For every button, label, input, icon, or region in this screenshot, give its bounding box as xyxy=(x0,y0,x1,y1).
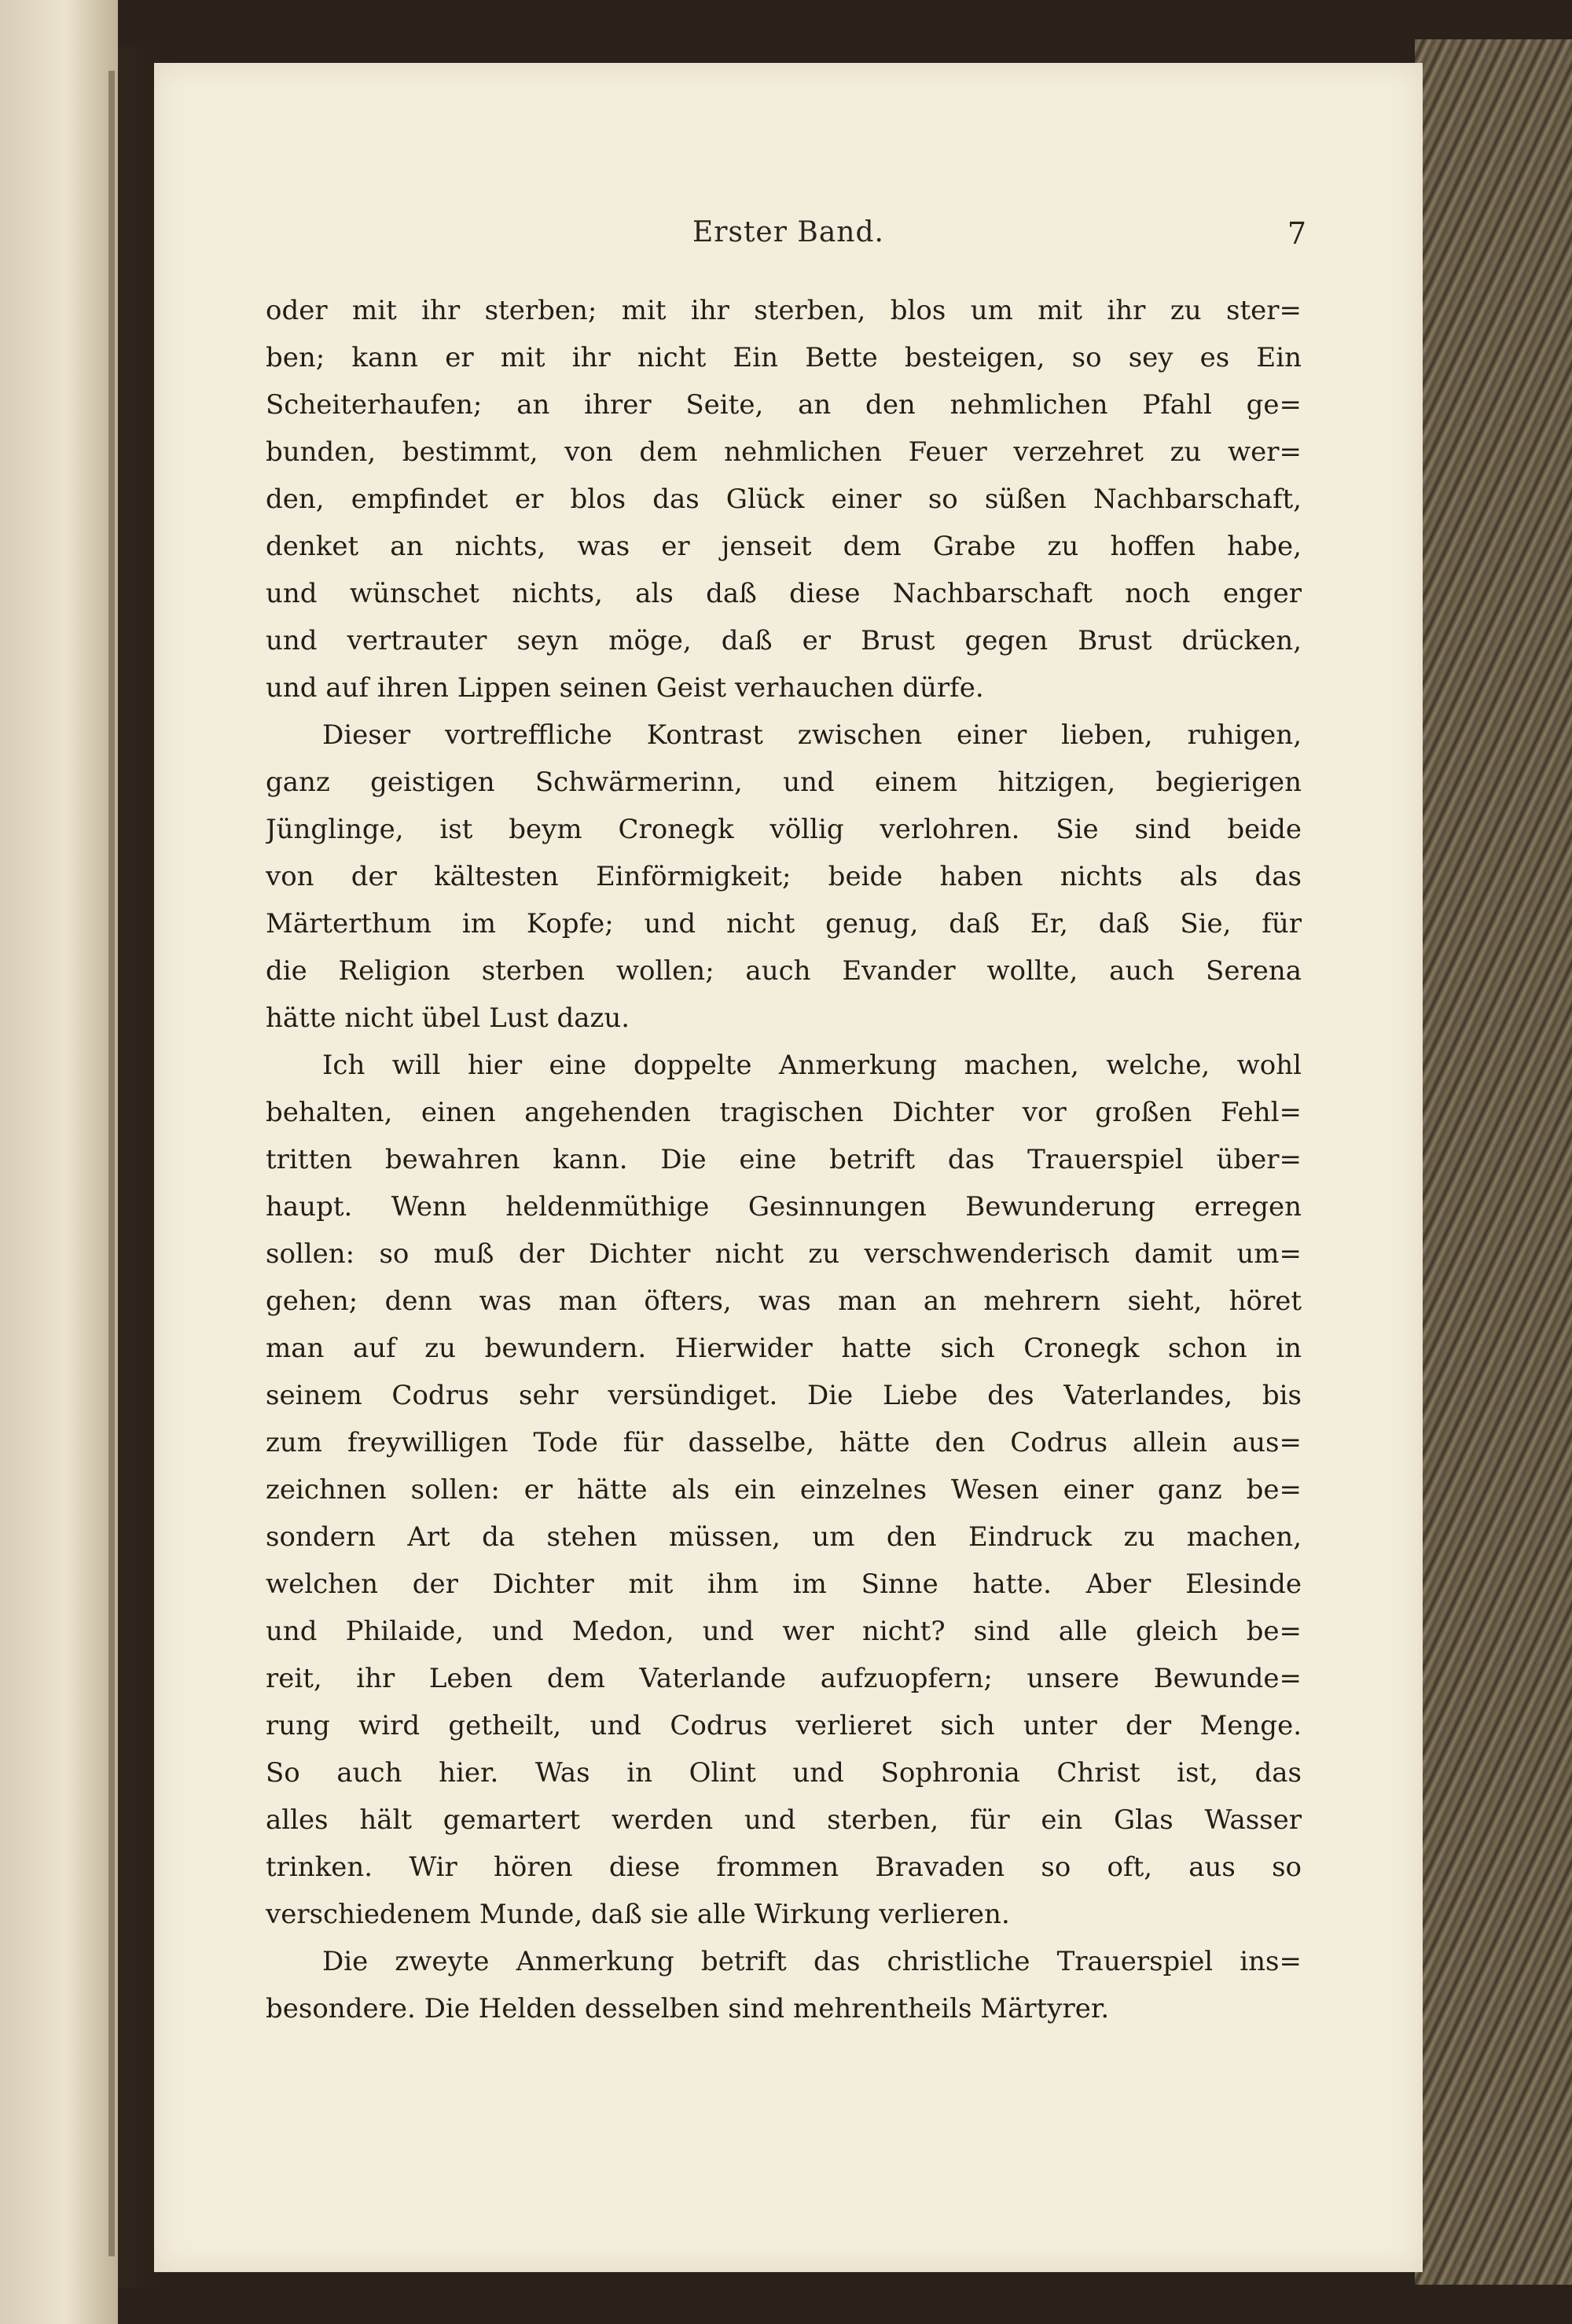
text-line: und wünschet nichts, als daß diese Nachbarschaft noch enger xyxy=(266,578,1302,609)
text-line: Die zweyte Anmerkung betrift das christliche Trauerspiel ins= xyxy=(322,1946,1302,1977)
text-line: trinken. Wir hören diese frommen Bravaden so oft, aus so xyxy=(266,1851,1302,1883)
text-line: und vertrauter seyn möge, daß er Brust gegen Brust drücken, xyxy=(266,625,1302,656)
text-line: alles hält gemartert werden und sterben, für ein Glas Wasser xyxy=(266,1804,1302,1836)
text-line: ben; kann er mit ihr nicht Ein Bette besteigen, so sey es Ein xyxy=(266,342,1302,373)
text-line: zeichnen sollen: er hätte als ein einzelnes Wesen einer ganz be= xyxy=(266,1474,1302,1506)
text-line: Scheiterhaufen; an ihrer Seite, an den nehmlichen Pfahl ge= xyxy=(266,389,1302,421)
text-line: und auf ihren Lippen seinen Geist verhauchen dürfe. xyxy=(266,672,984,704)
book-gutter xyxy=(108,71,115,2256)
text-line: sondern Art da stehen müssen, um den Eindruck zu machen, xyxy=(266,1521,1302,1553)
page-number: 7 xyxy=(1287,216,1306,251)
text-line: Jünglinge, ist beym Cronegk völlig verlohren. Sie sind beide xyxy=(266,814,1302,845)
text-line: bunden, bestimmt, von dem nehmlichen Feuer verzehret zu wer= xyxy=(266,436,1302,468)
text-line: den, empfindet er blos das Glück einer so süßen Nachbarschaft, xyxy=(266,484,1302,515)
text-line: hätte nicht übel Lust dazu. xyxy=(266,1002,630,1034)
left-page-edge xyxy=(0,0,118,2324)
text-line: zum freywilligen Tode für dasselbe, hätte den Codrus allein aus= xyxy=(266,1427,1302,1458)
text-line: von der kältesten Einförmigkeit; beide haben nichts als das xyxy=(266,861,1302,892)
text-line: die Religion sterben wollen; auch Evander wollte, auch Serena xyxy=(266,955,1302,987)
text-line: Ich will hier eine doppelte Anmerkung machen, welche, wohl xyxy=(322,1050,1302,1081)
text-line: besondere. Die Helden desselben sind mehrentheils Märtyrer. xyxy=(266,1993,1110,2024)
text-line: gehen; denn was man öfters, was man an mehrern sieht, höret xyxy=(266,1285,1302,1317)
text-line: sollen: so muß der Dichter nicht zu verschwenderisch damit um= xyxy=(266,1238,1302,1270)
text-line: tritten bewahren kann. Die eine betrift das Trauerspiel über= xyxy=(266,1144,1302,1175)
text-line: verschiedenem Munde, daß sie alle Wirkung verlieren. xyxy=(266,1899,1010,1930)
text-line: behalten, einen angehenden tragischen Dichter vor großen Fehl= xyxy=(266,1097,1302,1128)
text-line: So auch hier. Was in Olint und Sophronia Christ ist, das xyxy=(266,1757,1302,1789)
text-line: Dieser vortreffliche Kontrast zwischen einer lieben, ruhigen, xyxy=(322,719,1302,751)
body-text xyxy=(266,287,1302,2032)
running-title: Erster Band. xyxy=(692,216,884,248)
text-line: rung wird getheilt, und Codrus verlieret sich unter der Menge. xyxy=(266,1710,1302,1741)
text-line: man auf zu bewundern. Hierwider hatte sich Cronegk schon in xyxy=(266,1333,1302,1364)
text-line: und Philaide, und Medon, und wer nicht? sind alle gleich be= xyxy=(266,1616,1302,1647)
text-line: seinem Codrus sehr versündiget. Die Liebe des Vaterlandes, bis xyxy=(266,1380,1302,1411)
book-page xyxy=(154,63,1423,2272)
marbled-cover-edge xyxy=(1415,39,1572,2285)
text-line: oder mit ihr sterben; mit ihr sterben, blos um mit ihr zu ster= xyxy=(266,295,1302,326)
text-line: haupt. Wenn heldenmüthige Gesinnungen Bewunderung erregen xyxy=(266,1191,1302,1223)
text-line: reit, ihr Leben dem Vaterlande aufzuopfern; unsere Bewunde= xyxy=(266,1663,1302,1694)
text-line: ganz geistigen Schwärmerinn, und einem hitzigen, begierigen xyxy=(266,767,1302,798)
text-line: denket an nichts, was er jenseit dem Grabe zu hoffen habe, xyxy=(266,531,1302,562)
page-header xyxy=(154,216,1423,263)
text-line: Märterthum im Kopfe; und nicht genug, daß Er, daß Sie, für xyxy=(266,908,1302,940)
text-line: welchen der Dichter mit ihm im Sinne hatte. Aber Elesinde xyxy=(266,1568,1302,1600)
